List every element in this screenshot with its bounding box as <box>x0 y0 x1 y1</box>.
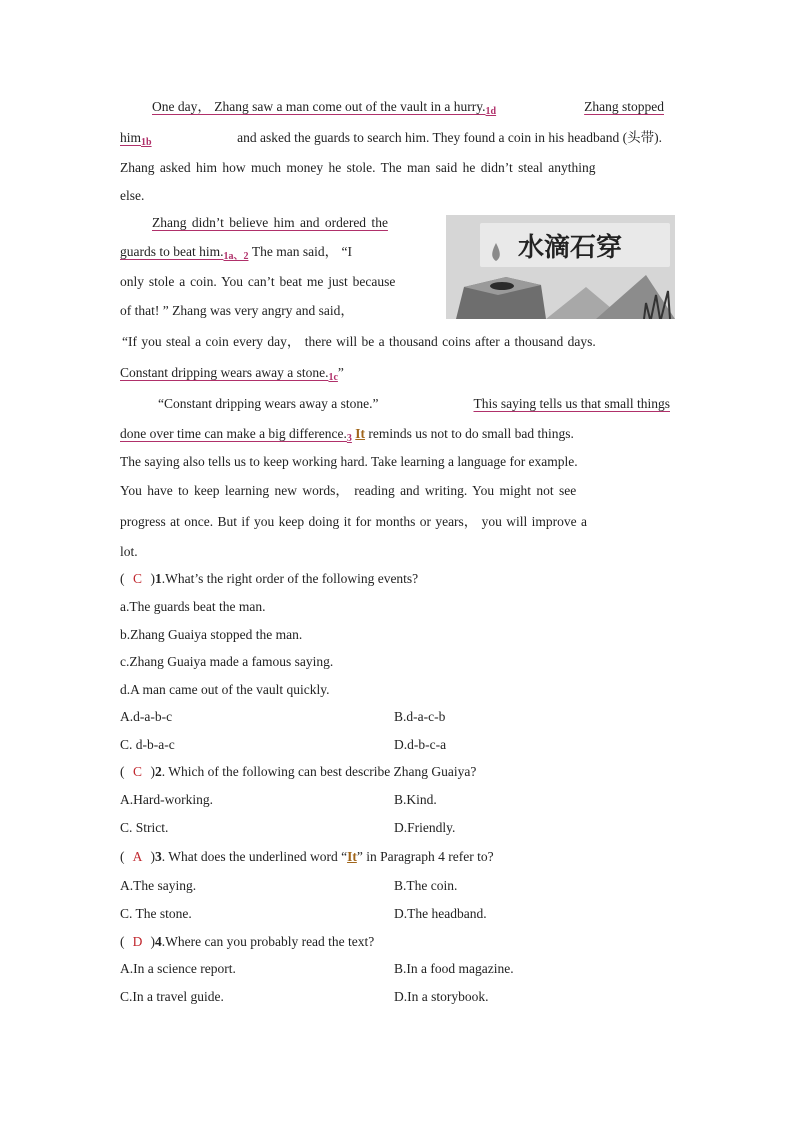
question-stem-end: ” in Paragraph 4 refer to? <box>356 849 494 864</box>
p3-line-4: You have to keep learning new words， reading and writing. You might not see <box>120 483 577 498</box>
p3-line-5: progress at once. But if you keep doing it for months or years， you will improve a <box>120 514 588 529</box>
p1-line-2 <box>120 129 662 152</box>
p1-l2-underlined: him <box>120 130 142 145</box>
annotation-mark: 1b <box>141 137 152 148</box>
p2-line-4: of that! ” Zhang was very angry and said， <box>120 303 354 318</box>
p2-l2-underlined: guards to beat him. <box>120 244 224 259</box>
q3-option-d: D.The headband. <box>394 906 487 921</box>
p2-line-6 <box>120 364 344 387</box>
q2-option-c: C. Strict. <box>120 820 169 835</box>
underlined-word-it: It <box>355 426 366 441</box>
q3-option-a: A.The saying. <box>120 878 197 893</box>
p2-l2-rest: The man said， “I <box>251 244 352 259</box>
q3-option-c: C. The stone. <box>120 906 192 921</box>
p3-line-3: The saying also tells us to keep working hard. Take learning a language for example. <box>120 454 578 469</box>
underlined-word-it: It <box>347 849 357 864</box>
question-stem: . Which of the following can best describe Zhang Guaiya? <box>161 764 477 779</box>
answer-2: C <box>132 764 142 779</box>
question-2: ( C )2. Which of the following can best describe Zhang Guaiya? <box>120 764 477 779</box>
question-stem: .What’s the right order of the following events? <box>161 571 419 586</box>
answer-1: C <box>132 571 142 586</box>
q1-item-c: c.Zhang Guaiya made a famous saying. <box>120 654 334 669</box>
annotation-mark: 3 <box>346 433 352 444</box>
p3-line-2 <box>120 425 574 448</box>
annotation-mark: 1c <box>328 372 338 383</box>
question-number: 1 <box>155 571 162 586</box>
question-3: ( A )3. What does the underlined word “It” in Paragraph 4 refer to? <box>120 849 494 864</box>
q2-option-d: D.Friendly. <box>394 820 456 835</box>
q1-item-d: d.A man came out of the vault quickly. <box>120 682 330 697</box>
q1-option-a: A.d-a-b-c <box>120 709 173 724</box>
p1-line-4: else. <box>120 188 145 203</box>
question-4: ( D )4.Where can you probably read the text? <box>120 934 375 949</box>
q1-item-b: b.Zhang Guaiya stopped the man. <box>120 627 303 642</box>
p2-line-5: “If you steal a coin every day， there will be a thousand coins after a thousand days. <box>122 334 596 349</box>
p2-l6-underlined: Constant dripping wears away a stone. <box>120 365 329 380</box>
question-1: ( C )1.What’s the right order of the following events? <box>120 571 419 586</box>
q4-option-b: B.In a food magazine. <box>394 961 514 976</box>
p1-line-3: Zhang asked him how much money he stole. The man said he didn’t steal anything <box>120 160 596 175</box>
p3-line-1 <box>158 395 670 413</box>
p3-line-6: lot. <box>120 544 138 559</box>
p2-line-2 <box>120 243 352 266</box>
p2-l6-rest: ” <box>337 365 344 380</box>
p1-l1-tail: Zhang stopped <box>584 99 664 114</box>
q2-option-b: B.Kind. <box>394 792 437 807</box>
q4-option-a: A.In a science report. <box>120 961 236 976</box>
q1-option-d: D.d-b-c-a <box>394 737 447 752</box>
p1-line-1 <box>152 98 664 121</box>
question-stem: . What does the underlined word “ <box>161 849 348 864</box>
q3-option-b: B.The coin. <box>394 878 458 893</box>
p3-l2-rest: reminds us not to do small bad things. <box>368 426 574 441</box>
annotation-mark: 1a、2 <box>223 251 249 262</box>
p3-l1-underlined: This saying tells us that small things <box>473 396 670 411</box>
idiom-title: 水滴石穿 <box>518 233 623 263</box>
question-number: 4 <box>155 934 162 949</box>
annotation-mark: 1d <box>485 106 497 117</box>
answer-4: D <box>132 934 143 949</box>
p2-line-1 <box>152 214 388 232</box>
q1-item-a: a.The guards beat the man. <box>120 599 266 614</box>
question-number: 3 <box>155 849 162 864</box>
p1-l1-underlined: One day， Zhang saw a man come out of the vault in a hurry. <box>152 99 486 114</box>
p3-l2-underlined: done over time can make a big difference. <box>120 426 347 441</box>
answer-3: A <box>132 849 143 864</box>
p2-l1-underlined: Zhang didn’t believe him and ordered the <box>152 215 388 230</box>
p2-line-3: only stole a coin. You can’t beat me just because <box>120 274 396 289</box>
chinese-idiom-illustration <box>446 215 675 319</box>
question-stem: .Where can you probably read the text? <box>161 934 375 949</box>
q4-option-c: C.In a travel guide. <box>120 989 224 1004</box>
q4-option-d: D.In a storybook. <box>394 989 489 1004</box>
dripping-stone-icon <box>446 215 675 319</box>
q2-option-a: A.Hard-working. <box>120 792 213 807</box>
q1-option-c: C. d-b-a-c <box>120 737 175 752</box>
q1-option-b: B.d-a-c-b <box>394 709 446 724</box>
p1-l2-rest: and asked the guards to search him. They found a coin in his headband (头带). <box>237 130 662 145</box>
p3-l1-quote: “Constant dripping wears away a stone.” <box>158 396 379 411</box>
question-number: 2 <box>155 764 162 779</box>
